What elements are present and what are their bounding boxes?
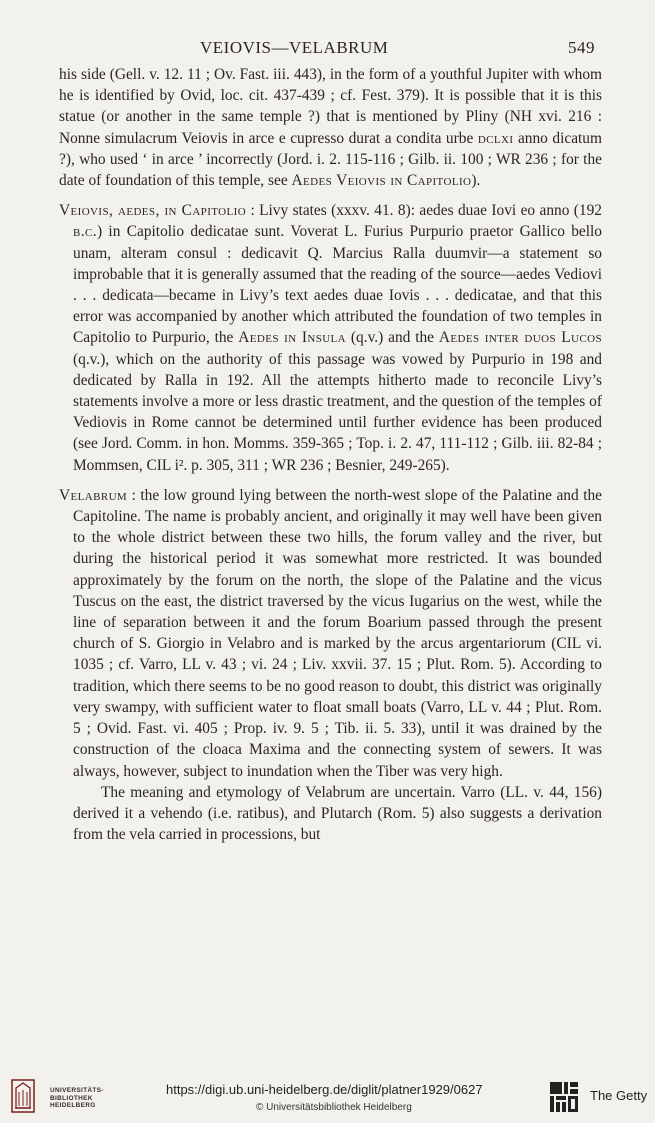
text-run: (q.v.), which on the authority of this passage was vowed by Purpurio in 198 and dedicated by Ralla in 192. All the attempts hitherto made to reconcile Livy’s statements involve a more or less drastic treatment, and the question of the temples of Vediovis in Rome cannot be determined until further evidence has been produced (see Jord. Comm. in hon. Momms. 359-365 ; Top. i. 2. 47, 111-112 ; Gilb. iii. 82-84 ; Mommsen, CIL i². p. 305, 311 ; WR 236 ; Besnier, 249-265). [73,350,602,474]
text-run: : the low ground lying between the north-west slope of the Palatine and the Capitoline. The name is probably ancient, and originally it may well have been given to the whole district between these two hills, the forum valley and the river, but during the historical period it was somewhat more restricted. It was bounded approximately by the forum on the north, the slope of the Palatine and the vicus Tuscus on the east, the district traversed by the vicus Iugarius on the west, while the line of separation between it and the forum Boarium passed through the present church of S. Giorgio in Velabro and is marked by the arcus argentariorum (CIL vi. 1035 ; cf. Varro, LL v. 43 ; vi. 24 ; Liv. xxvii. 37. 15 ; Plut. Rom. 5). According to tradition, which there seems to be no good reason to doubt, this district was originally very swampy, with sufficient water to float small boats (Varro, LL v. 44 ; Plut. Rom. 5 ; Ovid. Fast. vi. 405 ; Prop. iv. 9. 5 ; Tib. ii. 5. 33), until it was drained by the construction of the cloaca Maxima and the connecting system of sewers. It was always, however, subject to inundation when the Tiber was very high. [73,486,602,780]
page-number: 549 [568,38,595,57]
library-name-line: UNIVERSITÄTS- [50,1087,104,1094]
sponsor-name: The Getty [590,1088,648,1103]
text-run: : Livy states (xxxv. 41. 8): aedes duae Iovi eo anno (192 [246,202,602,220]
text-run: ) in Capitolio dedicatae sunt. Voverat L. Furius Purpurio praetor Gallico bello unam, alteram consul : dedicavit Q. Marcius Ralla duumvir—a statement so improbable that it is generally assumed that the reading of the source—aedes Vediovi . . . dedicata—became in Livy’s text aedes duae Iovis . . . dedicatae, and that this error was accompanied by another which attributed the foundation of two temples in Capitolio to Purpurio, the [73,223,602,347]
footer-bar [0,1072,655,1123]
getty-logo-icon [548,1080,580,1116]
small-caps-run: dclxi [477,129,514,147]
university-library-seal-icon [10,1078,36,1114]
getty-logo[interactable] [548,1080,580,1116]
running-head [60,38,595,60]
entry-paragraph [59,200,602,476]
entry-continuation [59,64,602,191]
text-run: ). [471,172,481,190]
university-library-logo[interactable] [10,1078,140,1118]
entry-headword: Veiovis, aedes, in Capitolio [59,202,247,220]
entry-paragraph [59,485,602,782]
cross-reference: Aedes inter duos Lucos [438,329,602,347]
text-run: his side (Gell. v. 12. 11 ; Ov. Fast. iii. 443), in the form of a youthful Jupiter with whom he is identified by Ovid, loc. cit. 437-439 ; cf. Fest. 379). It is possible that it is this statue (or another in the same temple ?) that is mentioned by Pliny (NH xvi. 216 : Nonne simulacrum Veiovis in arce e cupresso durat a condita urbe [59,66,602,147]
text-run: anno dicatum ?), who used ‘ in arce ’ incorrectly (Jord. i. 2. 115-116 ; Gilb. ii. 100 ; WR 236 ; for the date of foundation of this temple, see [59,129,602,190]
cross-reference: Aedes in Insula [238,329,347,347]
library-name-line: HEIDELBERG [50,1102,96,1109]
entry-velabrum [59,485,602,845]
body-text [59,64,602,854]
small-caps-run: b.c. [73,223,97,241]
cross-reference: Aedes Veiovis in Capitolio [291,172,472,190]
running-title: VEIOVIS—VELABRUM [200,38,389,57]
entry-veiovis-aedes [59,200,602,476]
library-name [50,1087,104,1110]
entry-paragraph-2: The meaning and etymology of Velabrum are uncertain. Varro (LL. v. 44, 156) derived it a vehendo (i.e. ratibus), and Plutarch (Rom. 5) also suggests a derivation from the vela carried in processions, but [73,783,602,844]
continuation-paragraph [59,64,602,191]
copyright-notice: © Universitätsbibliothek Heidelberg [256,1102,412,1113]
entry-headword: Velabrum [59,486,128,504]
library-name-line: BIBLIOTHEK [50,1094,93,1102]
permalink-url[interactable]: https://digi.ub.uni-heidelberg.de/diglit/platner1929/0627 [166,1082,483,1097]
text-run: (q.v.) and the [346,329,439,347]
